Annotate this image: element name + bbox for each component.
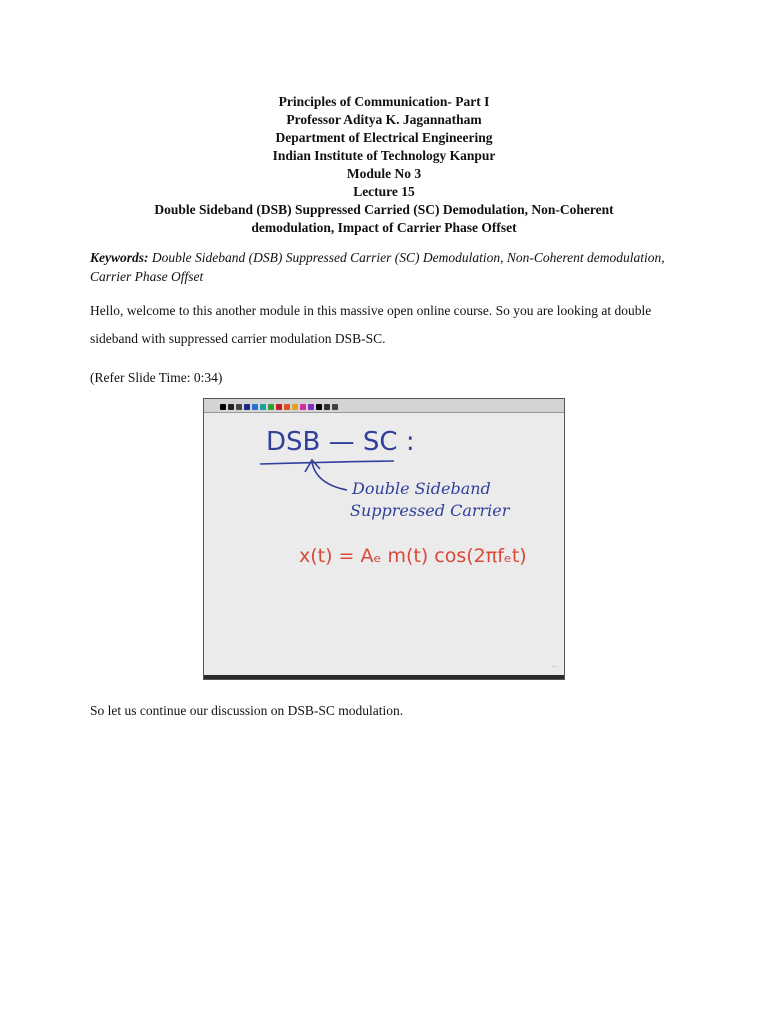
toolbar-color-swatch (324, 404, 330, 410)
slide-page-number: ···· (551, 664, 558, 670)
slide-note-line1: Double Sideband (352, 479, 491, 498)
slide-note-line2: Suppressed Carrier (350, 501, 510, 520)
continue-paragraph: So let us continue our discussion on DSB-SC modulation. (90, 703, 404, 718)
toolbar-color-swatch (276, 404, 282, 410)
title-underline (260, 461, 394, 464)
lecture-title-line2: demodulation, Impact of Carrier Phase Offset (251, 220, 517, 235)
toolbar-color-swatch (228, 404, 234, 410)
toolbar-color-swatch (220, 404, 226, 410)
keywords-text: Double Sideband (DSB) Suppressed Carrier (SC) Demodulation, Non-Coherent demodulation, Carrier Phase Offset (90, 250, 665, 284)
toolbar-color-swatch (252, 404, 258, 410)
keywords-label: Keywords: (90, 250, 149, 265)
toolbar-color-swatch (260, 404, 266, 410)
department: Department of Electrical Engineering (275, 130, 493, 145)
lecture-slide-image (203, 398, 565, 680)
toolbar-color-swatch (236, 404, 242, 410)
toolbar-color-swatch (244, 404, 250, 410)
slide-bottom-bar (204, 675, 564, 679)
toolbar-color-swatch (308, 404, 314, 410)
course-title: Principles of Communication- Part I (278, 94, 490, 109)
institute: Indian Institute of Technology Kanpur (272, 148, 496, 163)
lecture-number: Lecture 15 (353, 184, 415, 199)
toolbar-color-swatch (284, 404, 290, 410)
slide-title: DSB — SC : (266, 427, 415, 457)
slide-equation: x(t) = Aₑ m(t) cos(2πfₑt) (299, 545, 527, 567)
toolbar-color-swatch (316, 404, 322, 410)
intro-paragraph: Hello, welcome to this another module in this massive open online course. So you are looking at double sideband with suppressed carrier modulation DSB-SC. (90, 303, 652, 346)
professor-name: Professor Aditya K. Jagannatham (286, 112, 482, 127)
module-number: Module No 3 (346, 166, 422, 181)
keywords-paragraph (90, 248, 690, 286)
toolbar-color-swatch (332, 404, 338, 410)
slide-canvas (204, 412, 564, 675)
lecture-title-line1: Double Sideband (DSB) Suppressed Carried (SC) Demodulation, Non-Coherent (154, 202, 614, 217)
toolbar-color-swatch (300, 404, 306, 410)
toolbar-color-swatch (292, 404, 298, 410)
slide-toolbar (204, 399, 564, 413)
document-header (60, 93, 708, 237)
toolbar-color-swatch (268, 404, 274, 410)
refer-slide-time: (Refer Slide Time: 0:34) (90, 370, 223, 385)
